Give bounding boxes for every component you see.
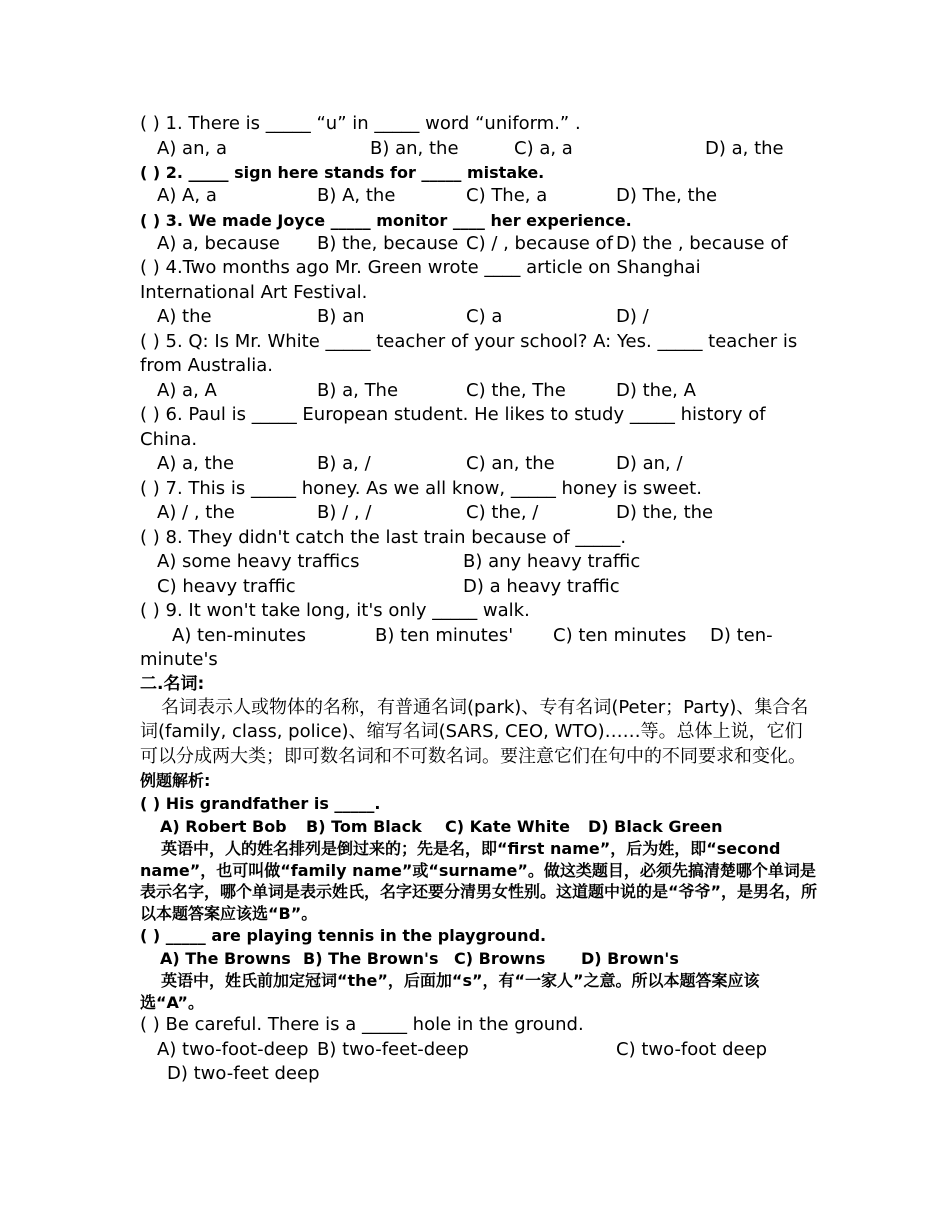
option-d: D) the, the [616,502,714,523]
option-c: C) / , because of [466,232,613,254]
question-text: ( ) 9. It won't take long, it's only _____ walk. [140,600,530,621]
option-d: D) Black Green [588,817,723,836]
question-3-options [140,232,820,257]
example-1 [140,792,820,815]
option-c: C) ten minutes [553,624,687,646]
question-text: ( ) 5. Q: Is Mr. White _____ teacher of your school? A: Yes. _____ teacher is [140,330,798,352]
example-2-explanation: 英语中，姓氏前加定冠词“the”，后面加“s”，有“一家人”之意。所以本题答案应该选“A”。 [140,971,760,1012]
option-d: D) the, A [616,379,696,401]
option-a: A) a, the [157,453,235,474]
option-b: B) ten minutes' [375,624,514,646]
option-a: A) two-foot-deep [157,1038,309,1060]
option-b: B) a, / [317,453,371,474]
question-text: ( ) 8. They didn't catch the last train because of _____. [140,526,627,548]
question-text: ( ) 6. Paul is _____ European student. He likes to study _____ history of [140,404,766,425]
option-a: A) the [157,306,212,327]
option-a: A) A, a [157,185,217,206]
question-5 [140,330,820,355]
option-c: C) the, / [466,502,539,523]
question-text: ( ) Be careful. There is a _____ hole in the ground. [140,1014,584,1035]
option-a: A) Robert Bob [160,817,287,836]
option-c: C) a [466,306,503,327]
example-heading: 例题解析: [140,771,211,790]
question-5-cont [140,354,820,379]
question-text: ( ) 3. We made Joyce _____ monitor ____ her experience. [140,210,632,230]
example-1-options [140,815,820,838]
option-c: C) The, a [466,185,548,206]
question-4-options [140,305,820,330]
question-text: ( ) 7. This is _____ honey. As we all know, _____ honey is sweet. [140,477,702,499]
example-2 [140,924,820,947]
option-a: A) an, a [157,137,227,159]
option-b: B) Tom Black [306,817,422,836]
option-a: A) ten-minutes [172,624,306,646]
question-7-options [140,501,820,526]
question-9 [140,599,820,624]
option-b: B) / , / [317,502,372,523]
option-a: A) The Browns [160,949,291,968]
question-3 [140,209,820,232]
option-b: B) two-feet-deep [317,1038,469,1060]
option-c: C) an, the [466,453,555,474]
question-text: ( ) _____ are playing tennis in the playground. [140,926,547,945]
question-text: ( ) 1. There is _____ “u” in _____ word “uniform.” . [140,113,581,134]
question-text: from Australia. [140,355,273,376]
example-3 [140,1013,820,1038]
option-a: A) some heavy traffics [157,551,360,572]
question-text: China. [140,428,198,450]
option-c: C) a, a [514,137,573,159]
question-5-options [140,379,820,404]
option-d: D) Brown's [581,949,679,968]
question-9-options [140,624,820,649]
option-c: C) Kate White [445,817,570,836]
option-b: B) an, the [370,137,459,159]
option-b: B) A, the [317,185,396,206]
question-7 [140,477,820,502]
option-c: C) heavy traffic [157,575,296,597]
question-2-options [140,184,820,209]
question-text: International Art Festival. [140,281,368,303]
question-1 [140,112,820,137]
question-4-cont [140,281,820,306]
question-8 [140,526,820,551]
option-b: B) The Brown's [303,949,439,968]
option-b: B) the, because [317,232,459,254]
section-intro: 名词表示人或物体的名称，有普通名词(park)、专有名词(Peter；Party)、集合名词(family, class, police)、缩写名词(SARS, CEO, WTO)……等。总体上说，它们可以分成两大类；即可数名词和不可数名词。要注意它们在句中的不同要求和变化。 [140,696,809,767]
option-b: B) a, The [317,379,399,401]
option-a: A) / , the [157,502,235,523]
option-a: A) a, because [157,232,280,254]
option-d: D) / [616,306,649,327]
option-c: C) the, The [466,379,566,401]
question-6 [140,403,820,428]
option-d: D) a heavy traffic [463,575,620,597]
option-d: D) a, the [705,137,784,159]
option-a: A) a, A [157,379,217,401]
option-d: D) ten- [710,624,773,646]
question-1-options [140,137,820,162]
option-b: B) an [317,306,365,327]
example-3-wrap [140,1062,820,1087]
example-1-explanation: 英语中，人的姓名排列是倒过来的；先是名，即“first name”，后为姓，即“second name”，也可叫做“family name”或“surname”。做这类题目，必须先搞清楚哪个单词是表示名字，哪个单词是表示姓氏，名字还要分清男女性别。这道题中说的是“爷爷”，是男名，所以本题答案应该选“B”。 [140,839,818,923]
option-c: C) two-foot deep [616,1038,768,1060]
option-d: D) the , because of [616,232,788,254]
option-d: D) an, / [616,453,683,474]
question-8-options-row2 [140,575,820,600]
option-d: D) The, the [616,185,718,206]
question-text: ( ) 2. _____ sign here stands for _____ mistake. [140,163,545,182]
option-d-continued: minute's [140,649,218,670]
document-page [140,112,820,1087]
question-text: ( ) His grandfather is _____. [140,794,381,813]
question-4 [140,256,820,281]
section-title: 二.名词: [140,673,205,694]
example-2-options [140,947,820,970]
question-6-options [140,452,820,477]
question-text: ( ) 4.Two months ago Mr. Green wrote ____ article on Shanghai [140,257,701,278]
question-6-cont [140,428,820,453]
example-3-options [140,1038,820,1063]
question-2 [140,161,820,184]
question-9-wrap [140,648,820,673]
option-c: C) Browns [454,949,546,968]
option-d: D) two-feet deep [167,1063,320,1084]
option-b: B) any heavy traffic [463,551,641,572]
question-8-options-row1 [140,550,820,575]
